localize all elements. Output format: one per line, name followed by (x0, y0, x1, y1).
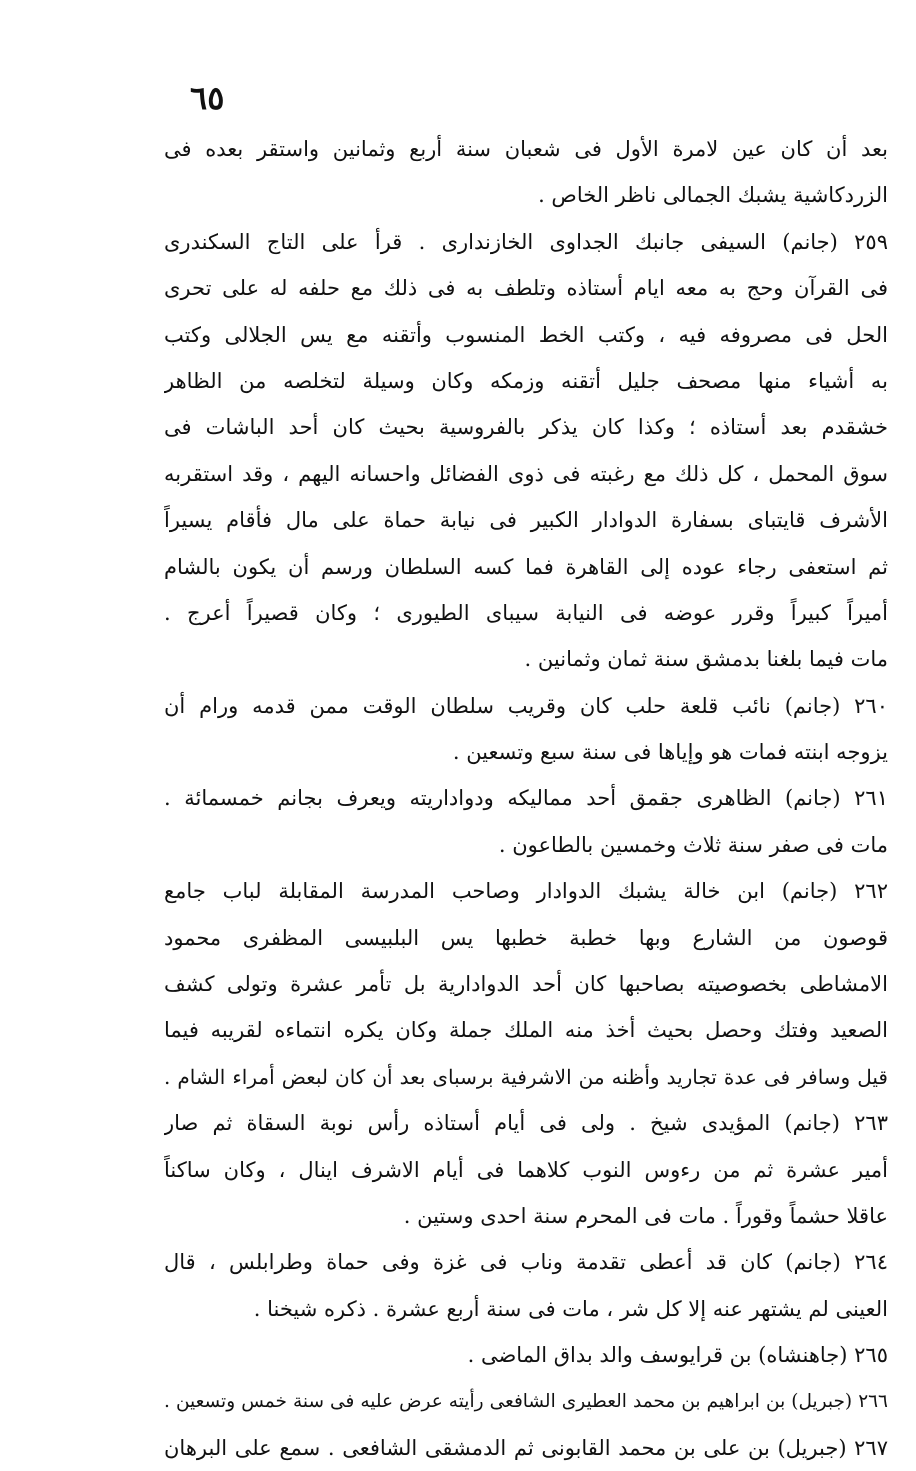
text-line: الحل فى مصروفه فيه ، وكتب الخط المنسوب وأتقنه مع يس الجلالى وكتب (164, 322, 888, 347)
text-line: ٢٦٧ (جبريل) بن على بن محمد القابونى ثم الدمشقى الشافعى . سمع على البرهان (164, 1435, 888, 1460)
text-line: أمير عشرة ثم من رءوس النوب كلاهما فى أيام الاشرف اينال ، وكان ساكناً (164, 1157, 888, 1182)
text-line: أميراً كبيراً وقرر عوضه فى النيابة سيباى الطيورى ؛ وكان قصيراً أعرج . (164, 600, 888, 625)
text-line: ثم استعفى رجاء عوده إلى القاهرة فما كسه السلطان ورسم أن يكون بالشام (164, 554, 888, 579)
text-line: سوق المحمل ، كل ذلك مع رغبته فى ذوى الفضائل واحسانه اليهم ، وقد استقربه (164, 461, 888, 486)
text-line: ٢٦٠ (جانم) نائب قلعة حلب كان وقريب سلطان الوقت ممن قدمه ورام أن (164, 693, 888, 718)
text-line: يزوجه ابنته فمات هو وإياها فى سنة سبع وتسعين . (452, 740, 888, 765)
text-block (164, 126, 888, 1471)
text-line: ٢٦١ (جانم) الظاهرى جقمق أحد مماليكه ودواداريته ويعرف بجانم خمسمائة . (164, 786, 888, 811)
text-line: العينى لم يشتهر عنه إلا كل شر ، مات فى سنة أربع عشرة . ذكره شيخنا . (253, 1296, 888, 1321)
text-line: ٢٦٥ (جاهنشاه) بن قرايوسف والد بداق الماضى . (467, 1343, 888, 1368)
text-line: عاقلا حشماً وقوراً . مات فى المحرم سنة احدى وستين . (403, 1203, 888, 1228)
text-line: قوصون من الشارع وبها خطبة خطبها يس البلبيسى المظفرى محمود (164, 925, 888, 950)
text-line: ٢٥٩ (جانم) السيفى جانبك الجداوى الخازندارى . قرأ على التاج السكندرى (164, 229, 888, 254)
text-line: مات فى صفر سنة ثلاث وخمسين بالطاعون . (498, 832, 888, 857)
text-line: الصعيد وفتك وحصل بحيث أخذ منه الملك جملة وكان يكره انتماءه لقريبه فيما (164, 1018, 888, 1043)
text-line: بعد أن كان عين لامرة الأول فى شعبان سنة أربع وثمانين واستقر بعده فى (164, 137, 888, 161)
text-line: الامشاطى بخصوصيته بصاحبها كان أحد الدوادارية بل تأمر عشرة وتولى كشف (164, 972, 888, 997)
page-number: ٦٥ (190, 79, 225, 117)
text-line: به أشياء منها مصحف جليل أتقنه وزمكه وكان وسيلة لتخلصه من الظاهر (164, 368, 888, 393)
text-line: مات فيما بلغنا بدمشق سنة ثمان وثمانين . (524, 647, 888, 672)
text-line: الأشرف قايتباى بسفارة الدوادار الكبير فى نيابة حماة على مال فأقام يسيراً (164, 508, 888, 533)
text-line: ٢٦٤ (جانم) كان قد أعطى تقدمة وناب فى غزة وفى حماة وطرابلس ، قال (164, 1250, 888, 1275)
text-line: خشقدم بعد أستاذه ؛ وكذا كان يذكر بالفروسية بحيث كان أحد الباشات فى (164, 415, 888, 440)
text-line: قيل وسافر فى عدة تجاريد وأظنه من الاشرفية برسباى بعد أن كان لبعض أمراء الشام . (164, 1064, 888, 1089)
text-line: ٢٦٣ (جانم) المؤيدى شيخ . ولى فى أيام أستاذه رأس نوبة السقاة ثم صار (164, 1111, 888, 1136)
text-line: الزردكاشية يشبك الجمالى ناظر الخاص . (538, 183, 888, 208)
text-line: ٢٦٦ (جبريل) بن ابراهيم بن محمد العطيرى الشافعى رأيته عرض عليه فى سنة خمس وتسعين . (164, 1390, 888, 1412)
text-line: ٢٦٢ (جانم) ابن خالة يشبك الدوادار وصاحب المدرسة المقابلة لباب جامع (164, 879, 888, 904)
text-line: فى القرآن وحج به معه ايام أستاذه وتلطف به فى ذلك مع حلفه له على تحرى (164, 276, 888, 301)
